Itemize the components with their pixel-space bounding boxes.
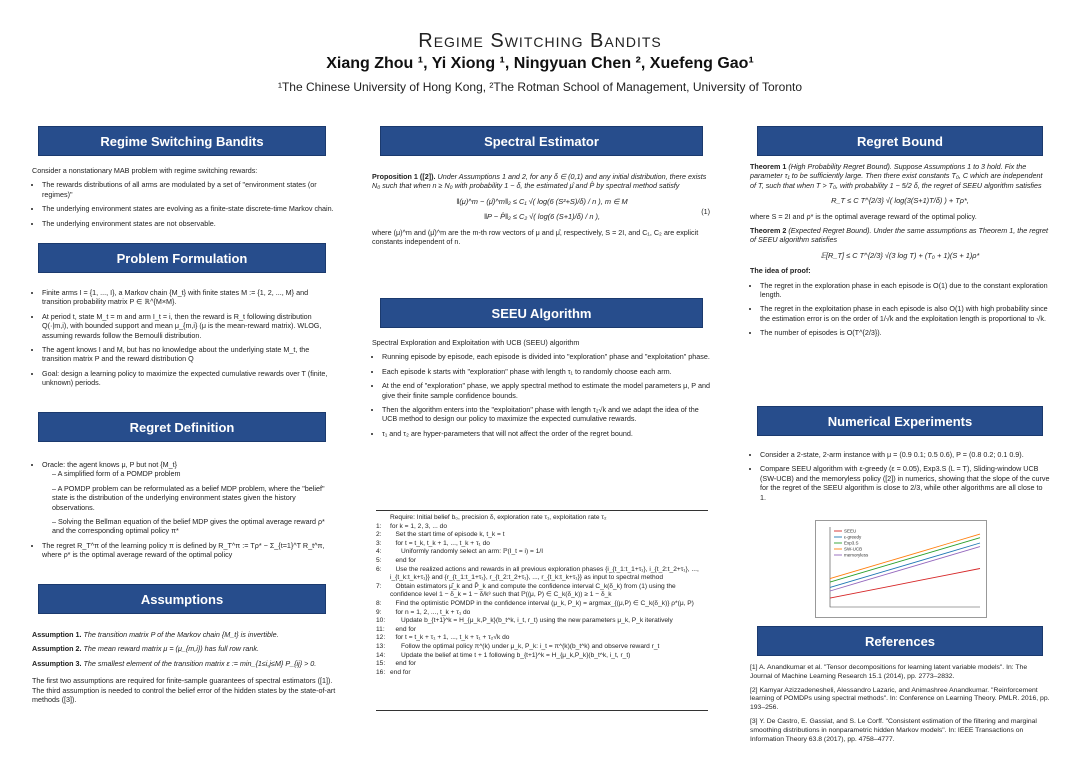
proposition-1: Proposition 1 ([2]). Under Assumptions 1 and 2, for any δ ∈ (0,1) and any initial distribution, there exists N₀ such that when n ≥ N₀ with probability 1 − δ, the estimated μ̂ and P̂ by spectral method satisfy xyxy=(372,172,707,191)
equation-number: (1) xyxy=(701,206,710,216)
section-regret-definition: Regret Definition xyxy=(38,412,326,442)
rsb-body xyxy=(32,166,337,233)
algo-line-text: end for xyxy=(390,668,411,676)
list-item: • The regret R_T^π of the learning policy π is defined by R_T^π := Tρ* − Σ_{t=1}^T R_t^π, where ρ* is the optimal average reward of the optimal policy xyxy=(42,541,337,560)
section-problem-formulation: Problem Formulation xyxy=(38,243,326,273)
proof-idea-title: The idea of proof: xyxy=(750,266,811,276)
legend-label: memoryless xyxy=(844,552,869,558)
algo-line-number: 7: xyxy=(376,582,382,590)
rsb-list xyxy=(32,180,337,228)
list-item: • The agent knows I and M, but has no knowledge about the underlying state M_t, the transition matrix P and the reward distribution Q xyxy=(42,345,337,364)
theorem-1-where: where S = 2I and ρ* is the optimal average reward of the optimal policy. xyxy=(750,211,977,221)
algo-line xyxy=(376,660,708,669)
poster-title: Regime Switching Bandits xyxy=(418,30,662,52)
proof-list xyxy=(750,281,1050,338)
algo-line-number: 6: xyxy=(376,565,382,573)
list-item: • Consider a 2-state, 2-arm instance with μ = (0.9 0.1; 0.5 0.6), P = (0.8 0.2; 0.1 0.9). xyxy=(760,450,1050,459)
algo-line xyxy=(376,643,708,652)
algo-line xyxy=(376,514,708,523)
rd-body xyxy=(32,460,337,565)
algo-line-number: 9: xyxy=(376,608,382,616)
seeu-intro: Spectral Exploration and Exploitation with UCB (SEEU) algorithm xyxy=(372,338,580,347)
assumption-note: The first two assumptions are required for finite-sample guarantees of spectral estimators ([1]). The third assumption is needed to control the belief error of the hidden states by the state-of-art methods ([3]). xyxy=(32,676,336,705)
algo-line-text: for t = t_k + τ₁ + 1, ..., t_k + τ₁ + τ₂√k do xyxy=(390,634,510,642)
list-item: – A simplified form of a POMDP problem xyxy=(52,469,337,478)
algo-bottom-rule xyxy=(376,710,708,711)
list-item: • Compare SEEU algorithm with ε-greedy (ε = 0.05), Exp3.S (L = T), Sliding-window UCB (SW-UCB) and the memoryless policy ([2]) in numerics, showing that the slope of the curve for the regret of the SEEU algorithm is close to 2/3, while other algorithms are all close to 1. xyxy=(760,464,1050,502)
algo-line-text: Find the optimistic POMDP in the confidence interval (μ_k, P_k) = argmax_{(μ,P) ∈ C_k(δ_k)} ρ*(μ, P) xyxy=(390,599,694,607)
rsb-intro: Consider a nonstationary MAB problem with regime switching rewards: xyxy=(32,166,258,175)
reference-item: [3] Y. De Castro, E. Gassiat, and S. Le Corff. "Consistent estimation of the filtering and marginal smoothing distributions in nonparametric hidden Markov models". In: IEEE Transactions on Information Theory 63.8 (2017), pp. 4758–4777. xyxy=(750,717,1037,743)
rb-body xyxy=(750,162,1050,343)
list-item: • The underlying environment states are evolving as a finite-state discrete-time Markov chain. xyxy=(42,204,337,213)
algo-line-text: Require: Initial belief b₀, precision δ, exploration rate τ₁, exploitation rate τ₂ xyxy=(390,514,607,521)
algo-line-number: 4: xyxy=(376,548,382,556)
seeu-body xyxy=(372,338,712,443)
theorem-1: Theorem 1 (High Probability Regret Bound). Suppose Assumptions 1 to 3 hold. Fix the parameter τ₁ to be sufficiently large. Then there exist constants T₀, C which are independent of T, such that when T > T₀, with probability 1 − 5/2 δ, the regret of SEEU algorithm satisfies xyxy=(750,162,1043,190)
list-item: • At period t, state M_t = m and arm I_t = i, then the reward is R_t following distribution Q(·|m,i), with bounded support and mean μ_{m,i} (μ is the mean-reward matrix). WLOG, assuming rewards follow the Bernoulli distribution. xyxy=(42,312,337,340)
seeu-list xyxy=(372,352,712,438)
algo-line-number: 15: xyxy=(376,660,386,668)
reference-item: [1] A. Anandkumar et al. "Tensor decompositions for learning latent variable models". In: The Journal of Machine Learning Research 15.1 (2014), pp. 2773–2832. xyxy=(750,664,1028,680)
list-item: – Solving the Bellman equation of the belief MDP gives the optimal average reward ρ* and the corresponding optimal policy π* xyxy=(52,517,337,536)
section-numerical-experiments: Numerical Experiments xyxy=(757,406,1043,436)
pf-list xyxy=(32,288,337,388)
algo-line xyxy=(376,609,708,618)
theorem-2: Theorem 2 (Expected Regret Bound). Under the same assumptions as Theorem 1, the regret of SEEU algorithm satisfies xyxy=(750,226,1049,245)
theorem-2-formula: 𝔼[R_T] ≤ C T^{2/3} √(3 log T) + (T₀ + 1)(S + 1)ρ* xyxy=(820,250,980,260)
algo-line-number: 5: xyxy=(376,556,382,564)
algo-line-number: 11: xyxy=(376,625,385,633)
list-item: • Goal: design a learning policy to maximize the expected cumulative rewards over T (finite, unknown) periods. xyxy=(42,369,337,388)
algo-line-number: 8: xyxy=(376,599,382,607)
regret-plot xyxy=(815,520,987,618)
pf-body xyxy=(32,288,337,393)
section-seeu-algorithm: SEEU Algorithm xyxy=(380,298,703,328)
algo-line xyxy=(376,600,708,609)
algo-line-number: 14: xyxy=(376,651,386,659)
list-item: • The regret in the exploitation phase in each episode is also O(1) with high probability since the estimation error is on the order of 1/√k and the exploitation length is proportional to √k. xyxy=(760,304,1050,323)
affiliations: ¹The Chinese University of Hong Kong, ²The Rotman School of Management, University of Toronto xyxy=(277,80,803,94)
algo-line xyxy=(376,652,708,661)
algo-line-text: for n = 1, 2, ..., t_k + τ₁ do xyxy=(390,608,471,616)
formula-p: ‖P − P̂‖₂ ≤ C₂ √( log(6 (S+1)/δ) / n ), xyxy=(483,212,601,222)
section-regime-switching-bandits: Regime Switching Bandits xyxy=(38,126,326,156)
algo-line-number: 2: xyxy=(376,531,382,539)
algo-line-number: 3: xyxy=(376,539,382,547)
legend-label: SW-UCB xyxy=(844,546,863,552)
theorem-1-formula: R_T ≤ C T^{2/3} √( log(3(S+1)T/δ) ) + Tρ*, xyxy=(831,196,969,206)
legend-label: SEEU xyxy=(844,528,857,534)
algo-line xyxy=(376,634,708,643)
list-item: • The number of episodes is O(T^{2/3}). xyxy=(760,328,1050,337)
algo-line-text: Update the belief at time t + 1 following b_{t+1}^k = H_{μ_k,P_k}(b_t^k, i_t, r_t) xyxy=(390,651,631,659)
references-body xyxy=(750,664,1050,749)
reference-item: [2] Kamyar Azizzadenesheli, Alessandro Lazaric, and Animashree Anandkumar. "Reinforcement learning of POMDPs using spectral methods". In: Conference on Learning Theory. PMLR. 2016, pp. 193–256. xyxy=(750,686,1050,712)
list-item: • Each episode k starts with "exploration" phase with length τ₁ to randomly choose each arm. xyxy=(382,367,712,376)
list-item: • Running episode by episode, each episode is divided into "exploration" phase and "exploitation" phase. xyxy=(382,352,712,361)
algo-line-text: Obtain estimators μ̂_k and P̂_k and compute the confidence interval C_k(δ_k) from (1) using the confidence level 1 − δ_k = 1 − δ/k³ such that ℙ((μ, P) ∈ C_k(δ_k)) ≥ 1 − δ_k xyxy=(390,582,678,599)
algo-top-rule xyxy=(376,510,708,511)
algo-line-text: Set the start time of episode k, t_k = t xyxy=(390,531,505,539)
list-item: • At the end of "exploration" phase, we apply spectral method to estimate the model parameters μ, P and give their finite sample confidence bounds. xyxy=(382,381,712,400)
algo-line-text: end for xyxy=(390,556,417,564)
algo-line-text: Follow the optimal policy π^(k) under μ_k, P_k: i_t = π^(k)(b_t^k) and observe reward r_t xyxy=(390,642,660,650)
algorithm-block xyxy=(376,514,708,677)
algo-line-text: for k = 1, 2, 3, ... do xyxy=(390,522,447,530)
list-item: – A POMDP problem can be reformulated as a belief MDP problem, where the "belief" state is the distribution of the underlying environment states given the history observations. xyxy=(52,484,337,512)
section-spectral-estimator: Spectral Estimator xyxy=(380,126,703,156)
ne-body xyxy=(750,450,1050,507)
algo-line-text: Uniformly randomly select an arm: ℙ(I_t = i) = 1/I xyxy=(390,548,544,556)
section-regret-bound: Regret Bound xyxy=(757,126,1043,156)
ne-list xyxy=(750,450,1050,502)
author-list: Xiang Zhou ¹, Yi Xiong ¹, Ningyuan Chen ², Xuefeng Gao¹ xyxy=(326,55,754,72)
algo-line xyxy=(376,523,708,532)
section-assumptions: Assumptions xyxy=(38,584,326,614)
algo-line-number xyxy=(376,514,390,523)
assumption-1: Assumption 1. The transition matrix P of the Markov chain {M_t} is invertible. xyxy=(32,630,279,639)
list-item: • Finite arms I = {1, ..., I}, a Markov chain {M_t} with finite states M := {1, 2, ..., M} and transition probability matrix P ∈ ℝ^{M×M}. xyxy=(42,288,337,307)
list-item: • Oracle: the agent knows μ, P but not {M_t} – A simplified form of a POMDP problem – A POMDP problem can be reformulated as a belief MDP problem, where the "belief" state is the distribution of the underlying environment states given the history observations. – Solving the Bellman equation of the belief MDP gives the optimal average reward ρ* and the corresponding optimal policy π* xyxy=(42,460,337,536)
se-body xyxy=(372,172,712,251)
rd-list xyxy=(32,460,337,560)
rd-sublist xyxy=(42,469,337,535)
algo-line xyxy=(376,531,708,540)
section-references: References xyxy=(757,626,1043,656)
as-body xyxy=(32,630,337,709)
algo-line xyxy=(376,669,708,678)
algo-line-number: 1: xyxy=(376,522,382,530)
algo-line xyxy=(376,617,708,626)
legend-label: Exp3.S xyxy=(844,540,859,546)
algo-line-text: for t = t_k, t_k + 1, ..., t_k + τ₁ do xyxy=(390,539,490,547)
list-item: • The underlying environment states are not observable. xyxy=(42,219,337,228)
proposition-where: where (μ)^m and (μ̂)^m are the m-th row vectors of μ and μ̂, respectively, S = 2I, and C₁, C₂ are explicit constants independent of n. xyxy=(372,227,699,247)
algo-line-text: end for xyxy=(390,625,417,633)
algo-line-number: 10: xyxy=(376,617,386,625)
list-item: • Then the algorithm enters into the "exploitation" phase with length τ₂√k and we adapt the idea of the UCB method to design our policy to maximize the expected cumulative rewards. xyxy=(382,405,712,424)
legend-label: ε-greedy xyxy=(844,534,862,540)
assumption-2: Assumption 2. The mean reward matrix μ = (μ_{m,i}) has full row rank. xyxy=(32,644,259,654)
list-item: • The regret in the exploration phase in each episode is O(1) due to the constant exploration length. xyxy=(760,281,1050,300)
assumption-3: Assumption 3. The smallest element of the transition matrix ε := min_{1≤i,j≤M} P_{ij} > 0. xyxy=(32,658,317,668)
algo-line xyxy=(376,583,708,600)
poster-header xyxy=(0,0,1080,100)
series-line-0 xyxy=(830,569,980,599)
algo-line xyxy=(376,566,708,583)
algo-line xyxy=(376,548,708,557)
list-item: • The rewards distributions of all arms are modulated by a set of "environment states (or regimes)" xyxy=(42,180,337,199)
algo-line-number: 12: xyxy=(376,634,386,642)
list-item: • τ₁ and τ₂ are hyper-parameters that will not affect the order of the regret bound. xyxy=(382,429,712,438)
algo-line-text: Use the realized actions and rewards in all previous exploration phases {i_{t_1:t_1+τ₁}, i_{t_2:t_2+τ₁}, ..., i_{t_k:t_k+τ₁}} and {r_{t_1:t_1+τ₁}, r_{t_2:t_2+τ₁}, ..., r_{t_k:t_k+τ₁}} as input to spectral method xyxy=(390,565,701,582)
algo-line-text: end for xyxy=(390,660,417,668)
formula-mu: ‖(μ)^m − (μ̂)^m‖₂ ≤ C₁ √( log(6 (S²+S)/δ) / n ), m ∈ M xyxy=(456,196,628,206)
algo-line-text: Update b_{t+1}^k = H_{μ_k,P_k}(b_t^k, i_t, r_t) using the new parameters μ_k, P_k iteratively xyxy=(390,617,673,625)
algo-line xyxy=(376,557,708,566)
algo-line-number: 16: xyxy=(376,668,386,676)
algo-line-number: 13: xyxy=(376,642,386,650)
